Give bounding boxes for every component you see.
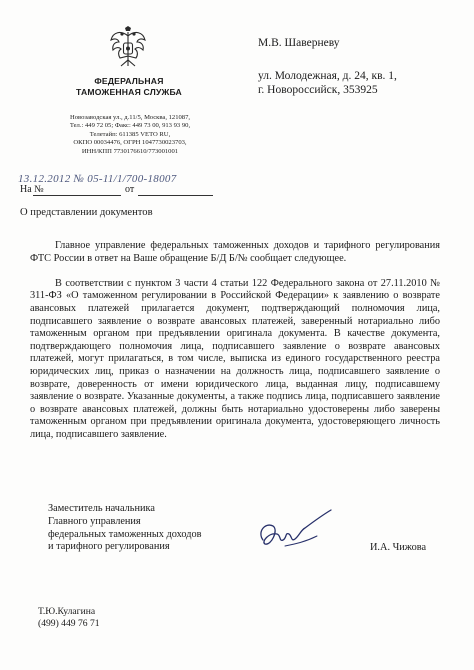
double-headed-eagle-emblem-icon: [107, 26, 149, 72]
executor-name: Т.Ю.Кулагина: [38, 606, 96, 617]
reference-date-line: [138, 195, 213, 196]
signer-name: И.А. Чижова: [370, 542, 427, 553]
executor-info: [38, 606, 100, 630]
agency-telex: Телетайп: 611385 VETO RU,: [89, 130, 171, 138]
reference-number-line: [33, 195, 121, 196]
signer-title-line4: и тарифного регулирования: [48, 541, 170, 553]
recipient-address-line2: г. Новороссийск, 353925: [258, 83, 378, 96]
agency-name-line2: ТАМОЖЕННАЯ СЛУЖБА: [76, 87, 182, 97]
reference-number-label: На №: [20, 184, 44, 195]
registration-number: 13.12.2012 № 05-11/1/700-18007: [18, 173, 177, 185]
reference-date-label: от: [125, 184, 135, 195]
handwritten-signature-icon: [255, 506, 335, 558]
signer-title-line1: Заместитель начальника: [48, 503, 155, 514]
agency-okpo-ogrn: ОКПО 00034476, ОГРН 1047730023703,: [73, 139, 187, 147]
agency-address: Новозаводская ул., д.11/5, Москва, 121087,: [69, 114, 191, 121]
body-paragraph-1: Главное управление федеральных таможенных доходов и тарифного регулирования ФТС России в ответ на Ваше обращение Б/Д Б/№ сообщает следующее.: [30, 240, 440, 264]
agency-inn-kpp: ИНН/КПП 7730176610/773001001: [81, 147, 179, 155]
signer-title-line2: Главного управления: [48, 515, 141, 527]
signer-title-line3: федеральных таможенных доходов: [48, 528, 202, 540]
letter-subject: О представлении документов: [20, 207, 153, 218]
executor-phone: (499) 449 76 71: [38, 618, 100, 629]
signer-title: [48, 503, 202, 554]
recipient-address: [258, 70, 397, 97]
recipient-name: М.В. Шаверневу: [258, 37, 340, 49]
agency-name-line1: ФЕДЕРАЛЬНАЯ: [94, 76, 164, 86]
agency-name: [56, 76, 202, 98]
body-paragraph-2: В соответствии с пунктом 3 части 4 статьи 122 Федерального закона от 27.11.2010 № 311-ФЗ «О таможенном регулировании в Российской Федерации» к заявлению о возврате авансовых платежей прилагается документ, подтверждающий полномочия лица, подписавшего заявление о возврате авансовых платежей, заверенный нотариально либо таможенным органом при предъявлении оригинала документа. В качестве документа, подтверждающего полномочия лица, подписавшего заявление о возврате авансовых платежей, могут прилагаться, в том числе, выписка из единого государственного реестра юридических лиц, приказ о назначении на должность лица, подписавшего заявление о возврате, доверенность от имени юридического лица, выданная лицу, подписавшему заявление о возврате. Указанные документы, а также подпись лица, подписавшего заявление о возврате авансовых платежей, должны быть нотариально удостоверены либо заверены таможенным органом при предъявлении оригинала документа, удостоверяющего личность лица, подписавшего заявление.: [30, 277, 440, 440]
letter-body: [30, 240, 440, 454]
agency-contacts: [50, 114, 210, 156]
agency-phone-fax: Тел.: 449 72 05; Факс: 449 73 00, 913 93 90,: [69, 122, 191, 130]
recipient-address-line1: ул. Молодежная, д. 24, кв. 1,: [258, 70, 397, 82]
